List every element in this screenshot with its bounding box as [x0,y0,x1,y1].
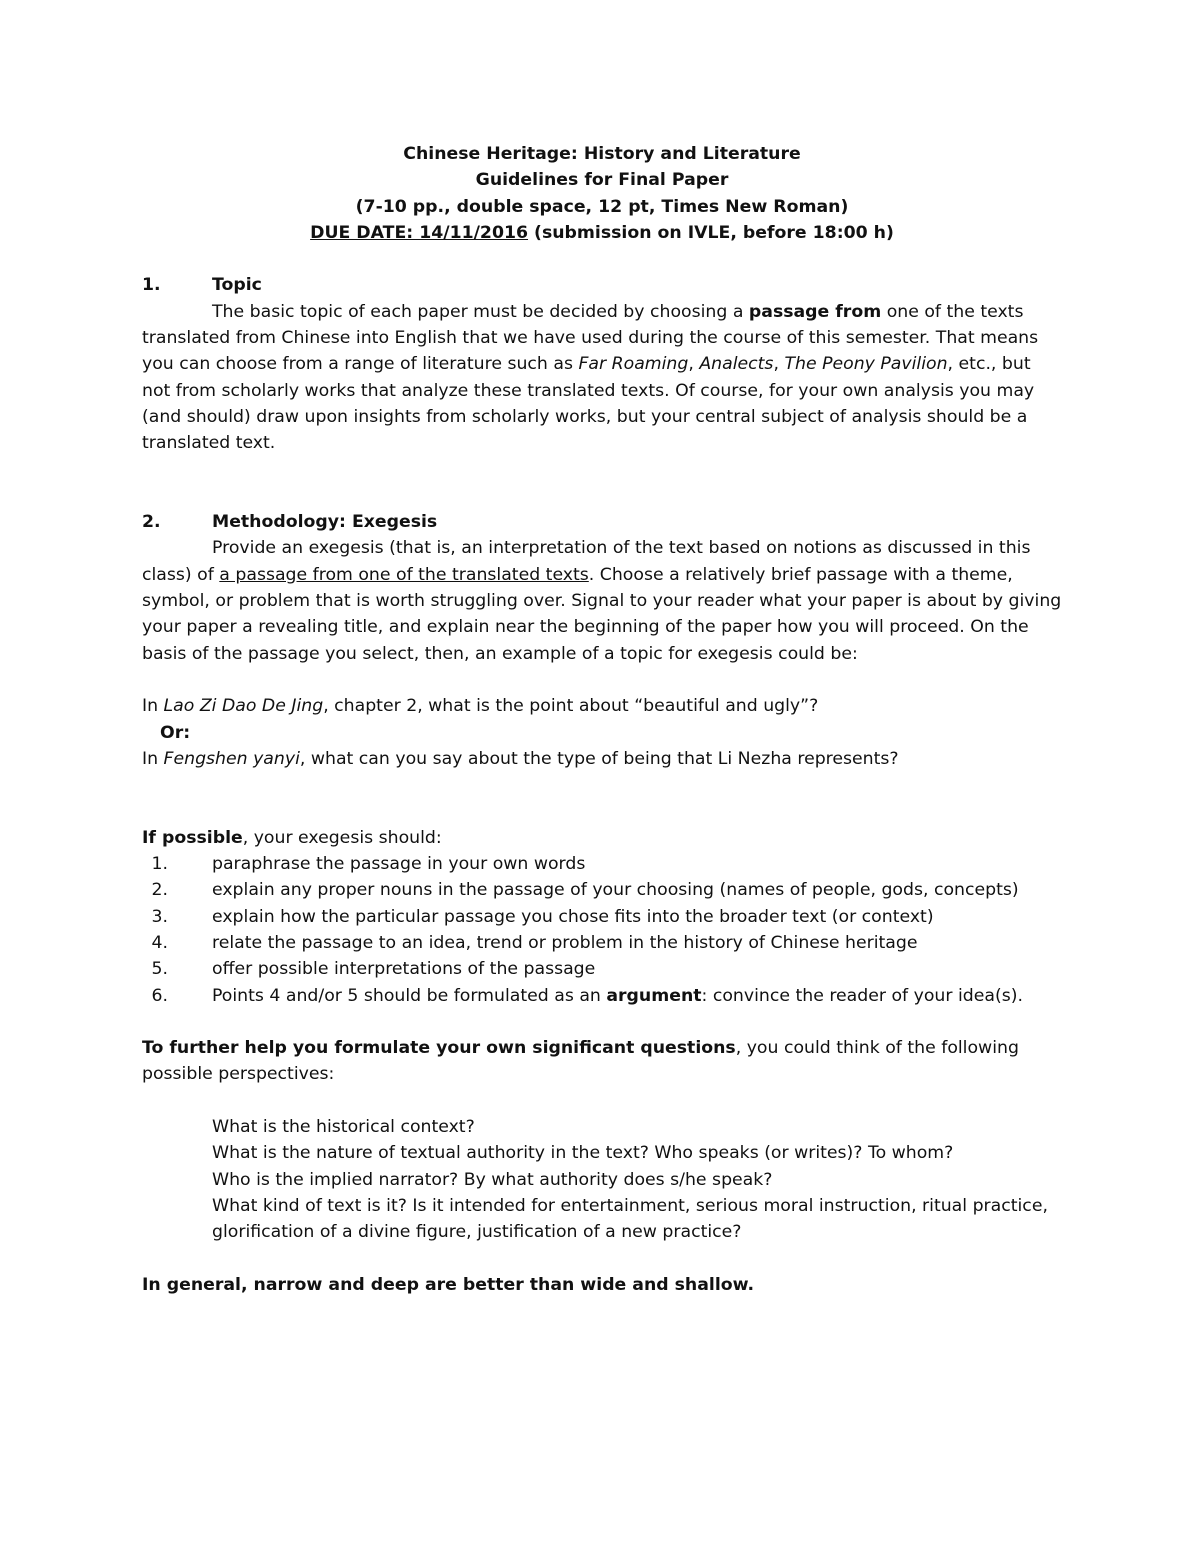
example-question-1: In Lao Zi Dao De Jing, chapter 2, what is the point about “beautiful and ugly”? [142,696,819,717]
list-item: 2. explain any proper nouns in the passage of your choosing (names of people, gods, concepts) [151,880,1019,901]
section-title: Methodology: Exegesis [212,512,438,533]
list-item: What is the historical context? [212,1116,475,1137]
paper-guidelines-title: Guidelines for Final Paper [475,170,729,191]
format-requirements: (7-10 pp., double space, 12 pt, Times New Roman) [355,196,849,217]
text-title: Far Roaming [578,354,689,375]
perspective-questions [142,1114,1062,1245]
document-body [142,141,1062,1298]
list-item: What is the nature of textual authority in the text? Who speaks (or writes)? To whom? [212,1143,954,1164]
topic-paragraph: The basic topic of each paper must be decided by choosing a passage from one of the texts translated from Chinese into English that we have used during the course of this semester. That means you can choose from a range of literature such as Far Roaming, Analects, The Peony Pavilion, etc., but not from scholarly works that analyze these translated texts. Of course, for your own analysis you may (and should) draw upon insights from scholarly works, but your central subject of analysis should be a translated text. [142,301,1039,454]
list-item: Who is the implied narrator? By what authority does s/he speak? [212,1169,773,1190]
section-number: 1. [142,275,161,296]
list-item: 5. offer possible interpretations of the passage [151,959,596,980]
list-item: 1. paraphrase the passage in your own words [151,854,586,875]
closing-statement: In general, narrow and deep are better than wide and shallow. [142,1274,755,1295]
example-question-2: In Fengshen yanyi, what can you say about the type of being that Li Nezha represents? [142,748,899,769]
due-date-label: DUE DATE: 14/11/2016 [310,222,529,243]
or-separator: Or: [160,722,191,743]
document-header [142,141,1062,246]
text-title: Analects [699,354,774,375]
section-number: 2. [142,512,161,533]
course-title: Chinese Heritage: History and Literature [403,144,801,164]
section-title: Topic [212,275,262,296]
section-topic-heading [142,272,1062,298]
exegesis-lead: If possible, your exegesis should: [142,827,442,848]
perspectives-lead: To further help you formulate your own significant questions, you could think of the following possible perspectives: [142,1038,1019,1085]
due-date-line [142,220,1062,246]
methodology-paragraph: Provide an exegesis (that is, an interpretation of the text based on notions as discussed in this class) of a passage from one of the translated texts. Choose a relatively brief passage with a theme, symbol, or problem that is worth struggling over. Signal to your reader what your paper is about by giving your paper a revealing title, and explain near the beginning of the paper how you will proceed. On the basis of the passage you select, then, an example of a topic for exegesis could be: [142,538,1062,664]
due-date-note: (submission on IVLE, before 18:00 h) [528,222,894,243]
section-methodology-heading [142,509,1062,535]
text-title: The Peony Pavilion [784,354,948,375]
list-item: 6. Points 4 and/or 5 should be formulated as an argument: convince the reader of your idea(s). [151,985,1023,1006]
list-item: What kind of text is it? Is it intended for entertainment, serious moral instruction, ritual practice, glorification of a divine figure, justification of a new practice? [212,1195,1048,1243]
list-item: 3. explain how the particular passage you chose fits into the broader text (or context) [151,906,934,927]
exegesis-steps-list [142,851,1062,1009]
list-item: 4. relate the passage to an idea, trend or problem in the history of Chinese heritage [151,932,918,953]
